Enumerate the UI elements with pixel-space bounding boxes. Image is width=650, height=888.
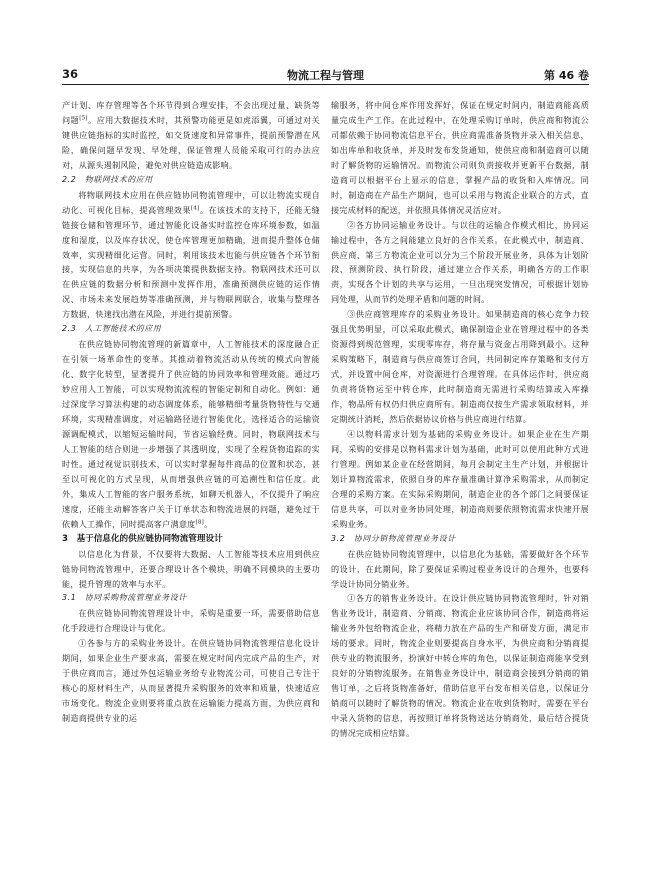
paragraph-text: 将物联网技术应用在供应链协同物流管理中，可以让物流实现自动化、可视化目标，提高管理效果 xyxy=(62,189,320,215)
journal-title: 物流工程与管理 xyxy=(287,69,364,82)
citation-ref: [8] xyxy=(195,519,205,525)
paragraph-distribution-intro: 在供应链协同物流管理中，以信息化为基础，需要做好各个环节的设计，在此期间，除了要保证采购过程业务设计的合理外，也要科学设计协同分销业务。 xyxy=(331,548,589,589)
paragraph-continued xyxy=(62,98,320,173)
paragraph-procurement-1: ①各参与方的采购业务设计。在供应链协同物流管理信息化设计期间，如果企业生产要求高，需要在规定时间内完成产品的生产，对于供应商而言，通过外包运输业务给专业物流公司，可使自己专注于核心的原材料生产，从而显著提升采购服务的效率和质量，快速适应市场变化。物流企业则要将重点放在运输能力提高方面，为供应商和制造商提供专业的运 xyxy=(62,638,320,724)
page-number: 36 xyxy=(62,67,79,81)
section-heading-2-2: 2.2 物联网技术的应用 xyxy=(62,174,153,184)
paragraph-continued: 输服务，将中间仓库作用发挥好，保证在规定时间内，制造商能高质量完成生产工作。在此过程中，在处理采购订单时，供应商和物流公司都依赖于协同物流信息平台，供应商需准备货物并录入相关信息，如出库单和收货单，并及时发布发货通知，使供应商和制造商可以随时了解货物的运输情况。而物流公司则负责接收并更新平台数据，制造商可以根据平台上显示的信息，掌握产品的收货和入库情况。同时，制造商在产品生产期间，也可以采用与物流企业联合的方式，直接完成材料的配送，并依照具体情况灵活应对。 xyxy=(331,100,589,215)
paragraph-text: 产计划、库存管理等各个环节得到合理安排，不会出现过量、缺货等问题 xyxy=(62,100,320,125)
running-header xyxy=(62,66,589,85)
section-heading-3-2: 3.2 协同分销物流管理业务设计 xyxy=(331,533,456,543)
section-heading-3: 3 基于信息化的供应链协同物流管理设计 xyxy=(62,533,223,544)
paragraph-procurement-4: ④以物料需求计划为基础的采购业务设计。如果企业在生产期间，采购的安排是以物料需求计划为基础，此时可以使用此种方式进行管理。例如某企业在经营期间，每月会制定主生产计划，并根据计划计算物流需求，依照自身的库存量准确计算净采购需求，从而制定合理的采购方案。在实际采购期间，制造企业的各个部门之间要保证信息共享，可以对业务协同处理，制造商则要依照物流需求快速开展采购业务。 xyxy=(331,428,589,529)
paragraph-procurement-intro: 在供应链协同物流管理设计中，采购是重要一环，需要借助信息化手段进行合理设计与优化。 xyxy=(62,608,320,634)
paragraph-iot xyxy=(62,188,320,323)
volume-label: 第 46 卷 xyxy=(544,69,589,82)
paragraph-text: 在供应链协同物流管理的新篇章中，人工智能技术的深度融合正在引领一场革命性的变革。其推动着物流活动从传统的模式向智能化、数字化转型，显著提升了供应链的协同效率和管理效能。通过巧妙应用人工智能，可以实现物流流程的智能定制和自动化。例如：通过深度学习算法构建的动态调度体系，能够精细考量货物特性与交通环境，实现精准调度，对运输路径进行智能优化，选择适合的运输资源调配模式，以缩短运输时间，节省运输经费。同时，物联网技术与人工智能的结合则进一步增强了其透明度，实现了全程货物追踪的实时性。通过视觉识别技术，可以实时掌握每件商品的位置和状态，甚至以可视化的方式呈现，从而增强供应链的可追溯性和信任度。此外，集成人工智能的客户服务系统，如聊天机器人，不仅提升了响应速度，还能主动解答客户关于订单状态和物流进展的问题，避免过于依赖人工操作，同时提高客户满意度 xyxy=(62,339,320,529)
paragraph-procurement-2: ②各方协同运输业务设计。与以往的运输合作模式相比，协同运输过程中，各方之间能建立良好的合作关系。在此模式中，制造商、供应商、第三方物流企业可以分为三个阶段开展业务，具体为计划阶段、预测阶段、执行阶段，通过建立合作关系，明确各方的工作职责，实现各个计划的共享与运用，一旦出现突发情况，可根据计划协同处理，从而节约处理矛盾和问题的时间。 xyxy=(331,219,589,305)
paragraph-procurement-3: ③供应商管理库存的采购业务设计。如果制造商的核心竞争力较强且优势明显，可以采取此模式，确保制造企业在管理过程中的各类资源得到规范管理，实现零库存，将存量与资金占用降到最小。这种采购策略下，制造商与供应商签订合同，共同制定库存策略和支付方式，并设置中间仓库，对资源进行合理管理。在具体运作时，供应商负责将货物运至中转仓库，此时制造商无需进行采购结算或入库操作，物品所有权仍归供应商所有。制造商仅按生产需求领取材料，并定期统计消耗，然后依据协议价格与供应商进行结算。 xyxy=(331,309,589,425)
section-heading-2-3: 2.3 人工智能技术的应用 xyxy=(62,324,162,334)
citation-ref: [4] xyxy=(191,204,200,211)
right-column xyxy=(331,98,589,858)
paragraph-ai xyxy=(62,337,320,531)
paragraph-distribution-1: ①各方的销售业务设计。在设计供应链协同物流管理时，针对销售业务设计，制造商、分销商、物流企业应该协同合作，制造商将运输业务外包给物流企业，将精力放在产品的生产和研发方面，满足市场的要求。同时，物流企业则要提高自身水平，为供应商和分销商提供专业的物流服务，扮演好中转仓库的角色，以保证制造商能享受到良好的分销物流服务。在销售业务设计中，制造商会接到分销商的销售订单，之后将货物准备好，借助信息平台发布相关信息，以保证分销商可以随时了解货物的情况。物流企业在收到货物时，需要在平台中录入货物的信息，再按照订单将货物送达分销商处，最后结合提货的情况完成相应结算。 xyxy=(331,593,589,739)
paragraph-section-3: 以信息化为背景，不仅要将大数据、人工智能等技术应用到供应链协同物流管理中，还要合理设计各个模块，明确不同模块的主要功能，提升管理的效率与水平。 xyxy=(62,548,320,589)
left-column xyxy=(62,98,320,858)
citation-ref: [5] xyxy=(79,115,88,122)
paragraph-text: 。在该技术的支持下，还能无缝链接仓储和管理环节，通过智能化设备实时监控仓库环境参数，如温度和湿度，以及库存状况，使仓库管理更加精确，进而提升整体仓储效率，实现精细化运营。同时，利用该技术也能与供应链各个环节衔接，实现信息的共享，为各项决策提供数据支持。物联网技术还可以在供应链的数据分析和预测中发挥作用，准确预测供应链的运作情况、市场未来发展趋势等准确预测，并与物联网联合，收集与整理各方数据，快速找出潜在风险，并进行提前预警。 xyxy=(62,204,320,320)
paragraph-text: 。 xyxy=(204,518,213,529)
paragraph-text: 。应用大数据技术时，其预警功能更是如虎添翼，可通过对关键供应链指标的实时监控，如交货速度和异常事件，提前预警潜在风险，确保问题早发现、早处理，保证管理人员能采取可行的办法应对，从源头遏制风险，避免对供应链造成影响。 xyxy=(62,114,320,170)
section-heading-3-1: 3.1 协同采购物流管理业务设计 xyxy=(62,593,187,603)
